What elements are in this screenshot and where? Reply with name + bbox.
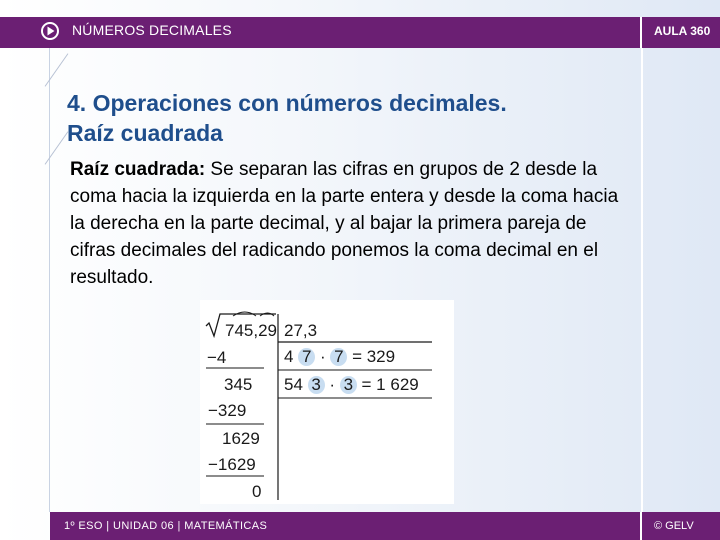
- right-guide-line: [641, 48, 643, 512]
- footer-course-info: 1º ESO | UNIDAD 06 | MATEMÁTICAS: [64, 520, 268, 532]
- step-remainder-final: 0: [252, 482, 262, 501]
- slide-heading: [67, 88, 507, 148]
- heading-line-2: Raíz cuadrada: [67, 120, 223, 146]
- left-guide-line: [49, 48, 50, 512]
- trial-prefix: 4: [284, 347, 294, 366]
- trial-prefix: 54: [284, 375, 303, 394]
- definition-term: Raíz cuadrada:: [70, 159, 206, 180]
- footer-copyright: © GELV: [654, 520, 694, 532]
- root-result: 27,3: [284, 321, 318, 340]
- trial-digit: 3: [340, 376, 357, 394]
- trial-result: = 1 629: [361, 375, 419, 394]
- multiply-dot: ·: [319, 347, 326, 366]
- trial-result: = 329: [352, 347, 396, 366]
- radicand: 745,29: [225, 321, 277, 340]
- aula-badge: AULA 360: [654, 24, 711, 38]
- trial-digit: 7: [330, 348, 347, 366]
- heading-line-1: 4. Operaciones con números decimales.: [67, 90, 507, 116]
- square-root-figure: [200, 300, 454, 504]
- trial-digit: 3: [308, 376, 325, 394]
- definition-text: Se separan las cifras en grupos de 2 desde la coma hacia la izquierda en la parte entera y desde la coma hacia la derecha en la parte decimal, y al bajar la primera pareja de cifras decimales del radicando ponemos la coma decimal en el resultado.: [70, 159, 619, 288]
- trial-digit: 7: [298, 348, 315, 366]
- trial-row-1: [284, 347, 395, 367]
- multiply-dot: ·: [329, 375, 336, 394]
- header-divider: [640, 17, 642, 48]
- step-subtract-3: −1629: [208, 455, 256, 474]
- trial-row-2: [284, 375, 419, 395]
- footer-divider: [640, 512, 642, 540]
- step-remainder-2: 1629: [222, 429, 260, 448]
- step-subtract-1: −4: [207, 348, 227, 367]
- header-title: NÚMEROS DECIMALES: [72, 22, 232, 38]
- step-remainder-1: 345: [224, 375, 253, 394]
- step-subtract-2: −329: [208, 401, 247, 420]
- play-circle-icon[interactable]: [40, 21, 60, 41]
- definition-paragraph: [70, 156, 630, 291]
